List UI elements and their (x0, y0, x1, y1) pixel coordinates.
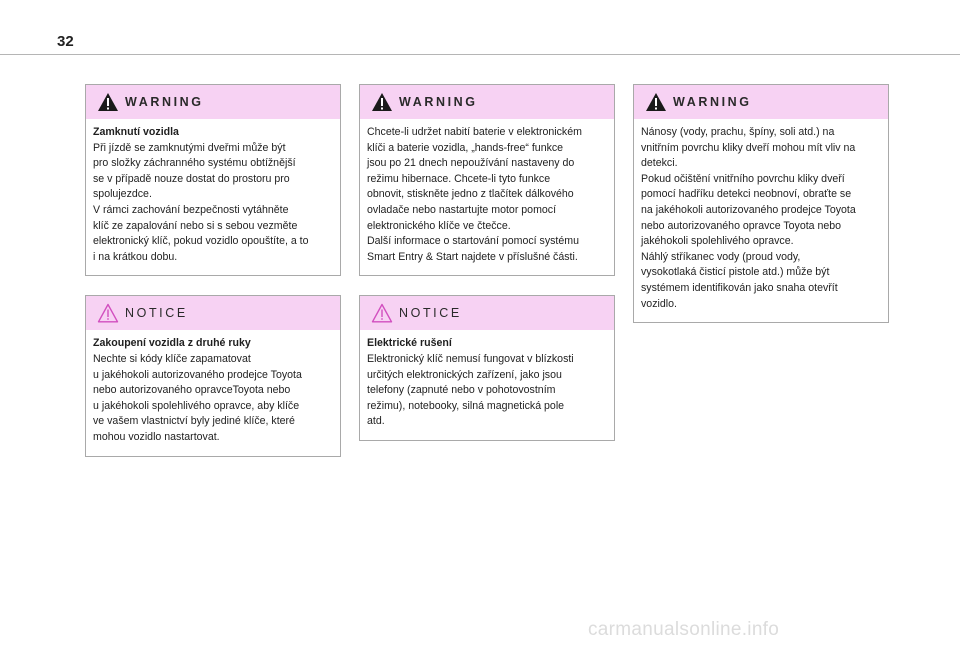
body-text-line: obnovit, stiskněte jedno z tlačítek dálkového (367, 188, 574, 201)
column-left (85, 84, 341, 476)
body-text-line: elektronického klíče ve čtečce. (367, 219, 511, 232)
warning-box-header (360, 85, 614, 119)
watermark: carmanualsonline.info (588, 619, 780, 640)
body-text-line: pomocí hadříku detekci neobnoví, obraťte se (641, 188, 852, 201)
warning-box-header (86, 85, 340, 119)
body-text-line: ovladače nebo nastartujte motor pomocí (367, 203, 557, 216)
warning-box (633, 84, 889, 323)
warning-label: WARNING (125, 95, 204, 109)
body-text-line: nebo autorizovaného opravceToyota nebo (93, 384, 291, 397)
notice-box-header (360, 296, 614, 330)
body-text-line: klíči a baterie vozidla, „hands-free“ funkce (367, 141, 564, 154)
warning-triangle-icon (371, 92, 393, 112)
warning-box-body (634, 119, 888, 322)
body-text-line: Nánosy (vody, prachu, špíny, soli atd.) na (641, 126, 835, 138)
notice-box-body (360, 330, 614, 440)
notice-box (359, 295, 615, 441)
warning-box-body (360, 119, 614, 275)
notice-label: NOTICE (399, 306, 462, 321)
warning-box (359, 84, 615, 276)
body-text-line: elektronický klíč, pokud vozidlo opouštíte, a to (93, 235, 309, 248)
body-text-line: vozidlo. (641, 297, 677, 310)
warning-box (85, 84, 341, 276)
body-text-line: atd. (367, 415, 385, 428)
body-text-line: i na krátkou dobu. (93, 250, 178, 263)
body-text-line: Smart Entry & Start najdete v příslušné části. (367, 250, 578, 263)
body-text-line: Náhlý stříkanec vody (proud vody, (641, 250, 801, 263)
notice-triangle-icon (97, 303, 119, 323)
body-text-line: u jakéhokoli spolehlivého opravce, aby klíče (93, 399, 300, 412)
column-middle (359, 84, 615, 460)
body-text-line: jakéhokoli spolehlivého opravce. (641, 235, 794, 248)
body-text-line: nebo autorizovaného opravce Toyota nebo (641, 219, 842, 232)
notice-box-body (86, 330, 340, 455)
notice-box-header (86, 296, 340, 330)
body-text-line: režimu hibernace. Chcete-li tyto funkce (367, 172, 551, 185)
body-text-line: režimu), notebooky, silná magnetická pole (367, 399, 565, 412)
body-text-line: pro složky záchranného systému obtížnější (93, 157, 296, 170)
body-text-line: vnitřním povrchu kliky dveří mohou mít vliv na (641, 141, 856, 154)
box-title: Elektrické rušení (367, 337, 452, 350)
body-text-line: telefony (zapnuté nebo v pohotovostním (367, 384, 556, 397)
notice-label: NOTICE (125, 306, 188, 321)
body-text-line: V rámci zachování bezpečnosti vytáhněte (93, 203, 289, 216)
box-title: Zamknutí vozidla (93, 126, 179, 138)
body-text-line: u jakéhokoli autorizovaného prodejce Toyota (93, 368, 302, 381)
body-text-line: Při jízdě se zamknutými dveřmi může být (93, 141, 286, 154)
header-rule (0, 54, 960, 55)
warning-box-body (86, 119, 340, 275)
body-text-line: určitých elektronických zařízení, jako jsou (367, 368, 562, 381)
body-text-line: se v případě nouze dostat do prostoru pro (93, 172, 290, 185)
body-text-line: Nechte si kódy klíče zapamatovat (93, 352, 251, 365)
warning-box-header (634, 85, 888, 119)
warning-label: WARNING (399, 95, 478, 109)
body-text-line: systémem identifikován jako snaha otevřít (641, 281, 838, 294)
warning-triangle-icon (97, 92, 119, 112)
body-text-line: ve vašem vlastnictví byly jediné klíče, které (93, 415, 295, 428)
body-text-line: mohou vozidlo nastartovat. (93, 430, 220, 443)
notice-box (85, 295, 341, 456)
column-right (633, 84, 889, 342)
body-text-line: Chcete-li udržet nabití baterie v elektronickém (367, 126, 582, 138)
page-number: 32 (57, 33, 74, 50)
notice-triangle-icon (371, 303, 393, 323)
body-text-line: na jakéhokoli autorizovaného prodejce Toyota (641, 203, 856, 216)
body-text-line: spolujezdce. (93, 188, 152, 201)
box-title: Zakoupení vozidla z druhé ruky (93, 337, 251, 350)
body-text-line: vysokotlaká čisticí pistole atd.) může být (641, 266, 830, 279)
body-text-line: jsou po 21 dnech nepoužívání nastaveny do (367, 157, 575, 170)
body-text-line: detekci. (641, 157, 678, 170)
body-text-line: Elektronický klíč nemusí fungovat v blízkosti (367, 352, 574, 365)
body-text-line: Další informace o startování pomocí systému (367, 235, 579, 248)
warning-triangle-icon (645, 92, 667, 112)
warning-label: WARNING (673, 95, 752, 109)
body-text-line: klíč ze zapalování nebo si s sebou vezměte (93, 219, 298, 232)
body-text-line: Pokud očištění vnitřního povrchu kliky dveří (641, 172, 845, 185)
